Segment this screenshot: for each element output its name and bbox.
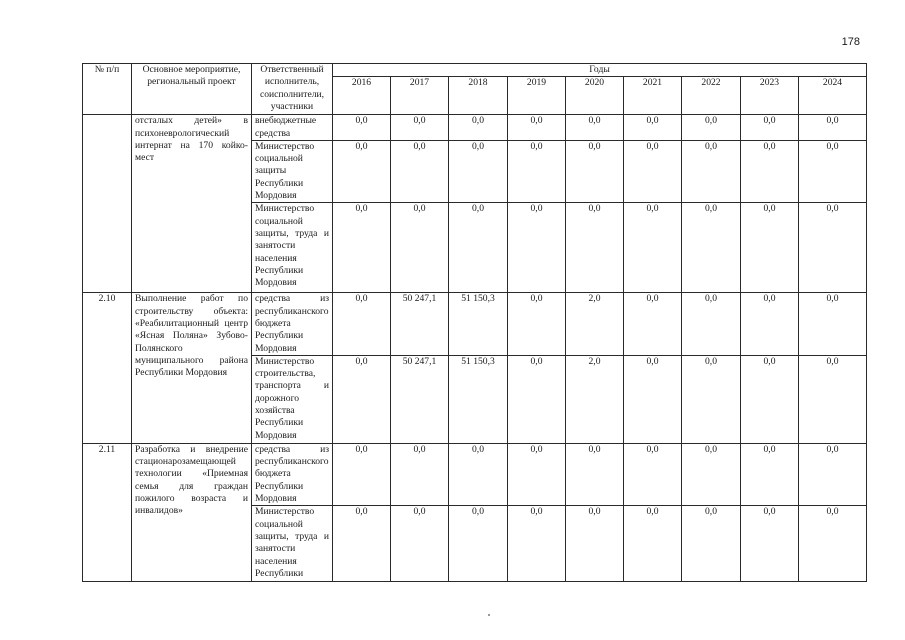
value-cell-2017: 0,0	[391, 140, 449, 202]
activity-name: Разработка и внедрение стационарозамещающей технологии «Приемная семья для граждан пожилого возраста и инвалидов»	[132, 443, 252, 581]
value-cell-2024: 0,0	[799, 203, 867, 293]
value-cell-2019: 0,0	[508, 355, 566, 443]
header-years: Годы	[333, 64, 867, 77]
value-cell-2020: 2,0	[566, 293, 624, 355]
year-header-2022: 2022	[682, 77, 741, 115]
value-cell-2019: 0,0	[508, 203, 566, 293]
responsible-party: Министерство строительства, транспорта и дорожного хозяйства Республики Мордовия	[252, 355, 333, 443]
value-cell-2019: 0,0	[508, 140, 566, 202]
row-number: 2.10	[83, 293, 132, 443]
value-cell-2018: 51 150,3	[449, 293, 508, 355]
value-cell-2022: 0,0	[682, 115, 741, 141]
value-cell-2022: 0,0	[682, 443, 741, 505]
value-cell-2020: 2,0	[566, 355, 624, 443]
table-body	[83, 115, 867, 582]
value-cell-2024: 0,0	[799, 506, 867, 582]
value-cell-2021: 0,0	[624, 140, 682, 202]
value-cell-2024: 0,0	[799, 293, 867, 355]
value-cell-2018: 0,0	[449, 203, 508, 293]
value-cell-2017: 0,0	[391, 443, 449, 505]
value-cell-2016: 0,0	[333, 443, 391, 505]
value-cell-2018: 0,0	[449, 115, 508, 141]
value-cell-2024: 0,0	[799, 443, 867, 505]
value-cell-2021: 0,0	[624, 293, 682, 355]
value-cell-2016: 0,0	[333, 115, 391, 141]
value-cell-2020: 0,0	[566, 203, 624, 293]
value-cell-2017: 50 247,1	[391, 355, 449, 443]
value-cell-2022: 0,0	[682, 355, 741, 443]
value-cell-2022: 0,0	[682, 506, 741, 582]
value-cell-2016: 0,0	[333, 506, 391, 582]
header-number: № п/п	[83, 64, 132, 115]
year-header-2021: 2021	[624, 77, 682, 115]
value-cell-2020: 0,0	[566, 443, 624, 505]
value-cell-2018: 0,0	[449, 443, 508, 505]
responsible-party: Министерство социальной защиты, труда и занятости населения Республики	[252, 506, 333, 582]
responsible-party: Министерство социальной защиты, труда и занятости населения Республики Мордовия	[252, 203, 333, 293]
year-header-2019: 2019	[508, 77, 566, 115]
value-cell-2018: 51 150,3	[449, 355, 508, 443]
value-cell-2023: 0,0	[741, 140, 799, 202]
value-cell-2024: 0,0	[799, 355, 867, 443]
year-header-2018: 2018	[449, 77, 508, 115]
value-cell-2017: 0,0	[391, 506, 449, 582]
value-cell-2023: 0,0	[741, 443, 799, 505]
value-cell-2017: 50 247,1	[391, 293, 449, 355]
value-cell-2020: 0,0	[566, 140, 624, 202]
value-cell-2023: 0,0	[741, 355, 799, 443]
value-cell-2021: 0,0	[624, 443, 682, 505]
table-row	[83, 293, 867, 355]
value-cell-2020: 0,0	[566, 506, 624, 582]
activity-name: Выполнение работ по строительству объекта: «Реабилитационный центр «Ясная Поляна» Зубово-Полянского муниципального района Республики Мордовия	[132, 293, 252, 443]
year-header-2023: 2023	[741, 77, 799, 115]
table-row	[83, 115, 867, 141]
value-cell-2021: 0,0	[624, 203, 682, 293]
value-cell-2016: 0,0	[333, 203, 391, 293]
header-activity: Основное мероприятие, региональный проект	[132, 64, 252, 115]
value-cell-2019: 0,0	[508, 443, 566, 505]
value-cell-2019: 0,0	[508, 506, 566, 582]
year-header-2016: 2016	[333, 77, 391, 115]
value-cell-2023: 0,0	[741, 506, 799, 582]
year-header-2017: 2017	[391, 77, 449, 115]
value-cell-2023: 0,0	[741, 293, 799, 355]
value-cell-2021: 0,0	[624, 115, 682, 141]
responsible-party: средства из республиканского бюджета Республики Мордовия	[252, 443, 333, 505]
value-cell-2016: 0,0	[333, 140, 391, 202]
value-cell-2018: 0,0	[449, 140, 508, 202]
value-cell-2016: 0,0	[333, 355, 391, 443]
value-cell-2016: 0,0	[333, 293, 391, 355]
budget-table	[82, 63, 867, 582]
value-cell-2024: 0,0	[799, 115, 867, 141]
value-cell-2021: 0,0	[624, 506, 682, 582]
header-responsible: Ответственный исполнитель, соисполнители, участники	[252, 64, 333, 115]
year-header-2020: 2020	[566, 77, 624, 115]
value-cell-2020: 0,0	[566, 115, 624, 141]
scan-dot	[488, 614, 490, 616]
value-cell-2018: 0,0	[449, 506, 508, 582]
page-number: 178	[841, 36, 860, 48]
value-cell-2017: 0,0	[391, 115, 449, 141]
row-number	[83, 115, 132, 293]
value-cell-2022: 0,0	[682, 203, 741, 293]
value-cell-2019: 0,0	[508, 115, 566, 141]
table-row	[83, 443, 867, 505]
value-cell-2021: 0,0	[624, 355, 682, 443]
activity-name: отсталых детей» в психоневрологический интернат на 170 койко-мест	[132, 115, 252, 293]
responsible-party: внебюджетные средства	[252, 115, 333, 141]
value-cell-2023: 0,0	[741, 115, 799, 141]
responsible-party: средства из республиканского бюджета Республики Мордовия	[252, 293, 333, 355]
value-cell-2019: 0,0	[508, 293, 566, 355]
value-cell-2022: 0,0	[682, 293, 741, 355]
value-cell-2017: 0,0	[391, 203, 449, 293]
year-header-2024: 2024	[799, 77, 867, 115]
responsible-party: Министерство социальной защиты Республики Мордовия	[252, 140, 333, 202]
row-number: 2.11	[83, 443, 132, 581]
value-cell-2024: 0,0	[799, 140, 867, 202]
value-cell-2023: 0,0	[741, 203, 799, 293]
value-cell-2022: 0,0	[682, 140, 741, 202]
